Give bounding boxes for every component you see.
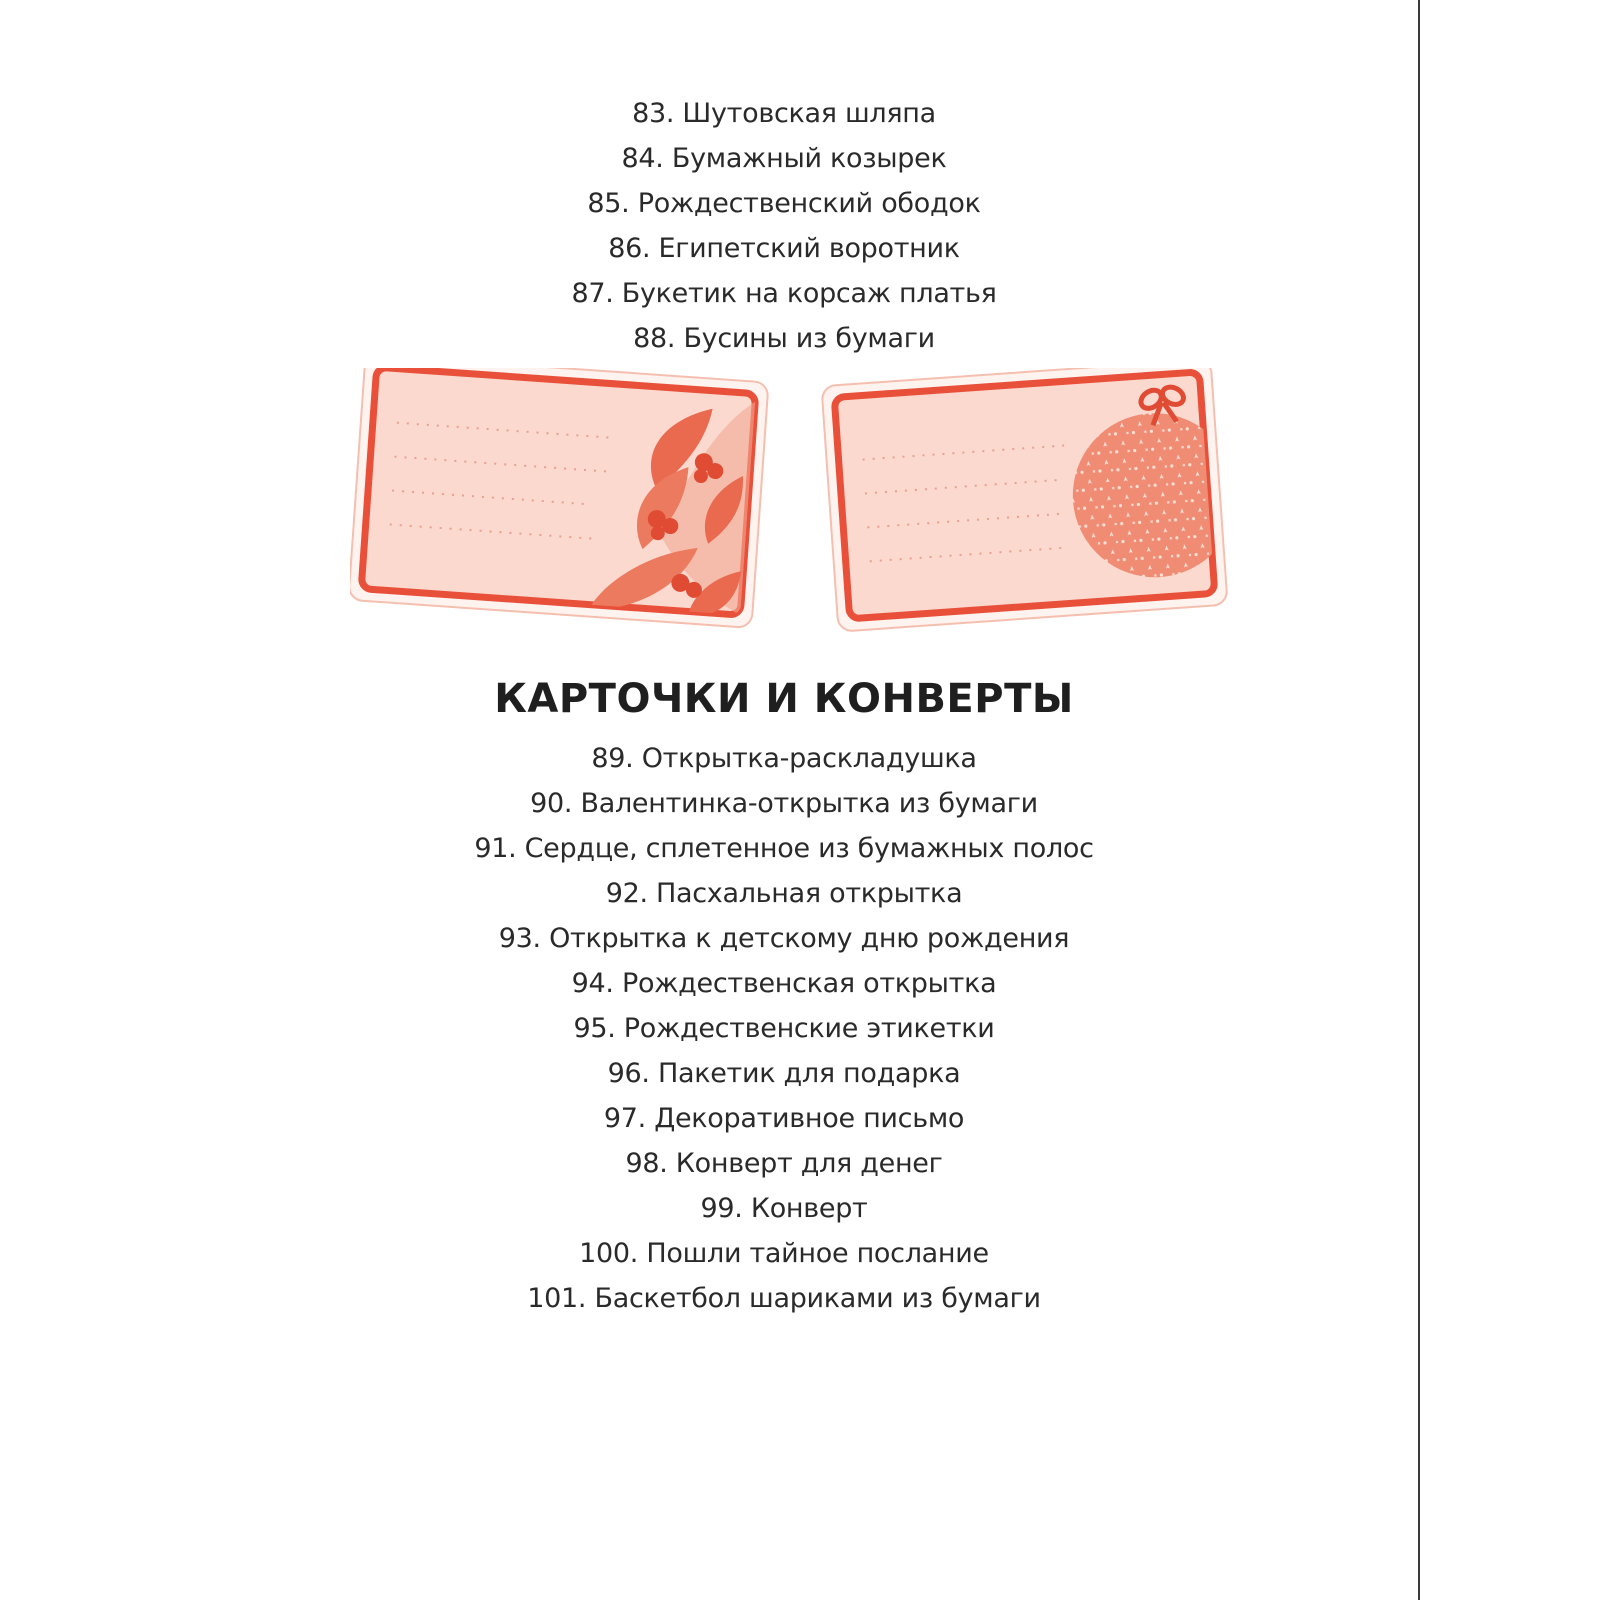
toc-item[interactable]: 86. Египетский воротник <box>608 233 960 264</box>
toc-item[interactable]: 90. Валентинка-открытка из бумаги <box>530 788 1038 819</box>
toc-item[interactable]: 88. Бусины из бумаги <box>633 323 935 354</box>
toc-item[interactable]: 93. Открытка к детскому дню рождения <box>498 923 1070 954</box>
gift-tags-illustration <box>350 368 1260 644</box>
toc-item[interactable]: 98. Конверт для денег <box>625 1148 943 1179</box>
toc-item[interactable]: 100. Пошли тайное послание <box>579 1238 989 1269</box>
toc-item[interactable]: 92. Пасхальная открытка <box>605 878 963 909</box>
toc-item[interactable]: 83. Шутовская шляпа <box>632 98 936 129</box>
toc-item[interactable]: 96. Пакетик для подарка <box>607 1058 961 1089</box>
toc-item[interactable]: 87. Букетик на корсаж платья <box>571 278 997 309</box>
toc-item[interactable]: 94. Рождественская открытка <box>571 968 997 999</box>
toc-item[interactable]: 97. Декоративное письмо <box>603 1103 965 1134</box>
toc-list-top <box>0 91 1568 361</box>
toc-item[interactable]: 85. Рождественский ободок <box>587 188 981 219</box>
toc-item[interactable]: 101. Баскетбол шариками из бумаги <box>527 1283 1041 1314</box>
toc-item[interactable]: 95. Рождественские этикетки <box>573 1013 995 1044</box>
right-gift-tag <box>821 368 1244 632</box>
left-gift-tag <box>350 368 769 628</box>
toc-item[interactable]: 84. Бумажный козырек <box>621 143 947 174</box>
toc-item[interactable]: 99. Конверт <box>700 1193 868 1224</box>
toc-list-bottom <box>0 736 1568 1321</box>
toc-item[interactable]: 91. Сердце, сплетенное из бумажных полос <box>474 833 1094 864</box>
section-title: КАРТОЧКИ И КОНВЕРТЫ <box>494 676 1074 722</box>
toc-item[interactable]: 89. Открытка-раскладушка <box>591 743 977 774</box>
